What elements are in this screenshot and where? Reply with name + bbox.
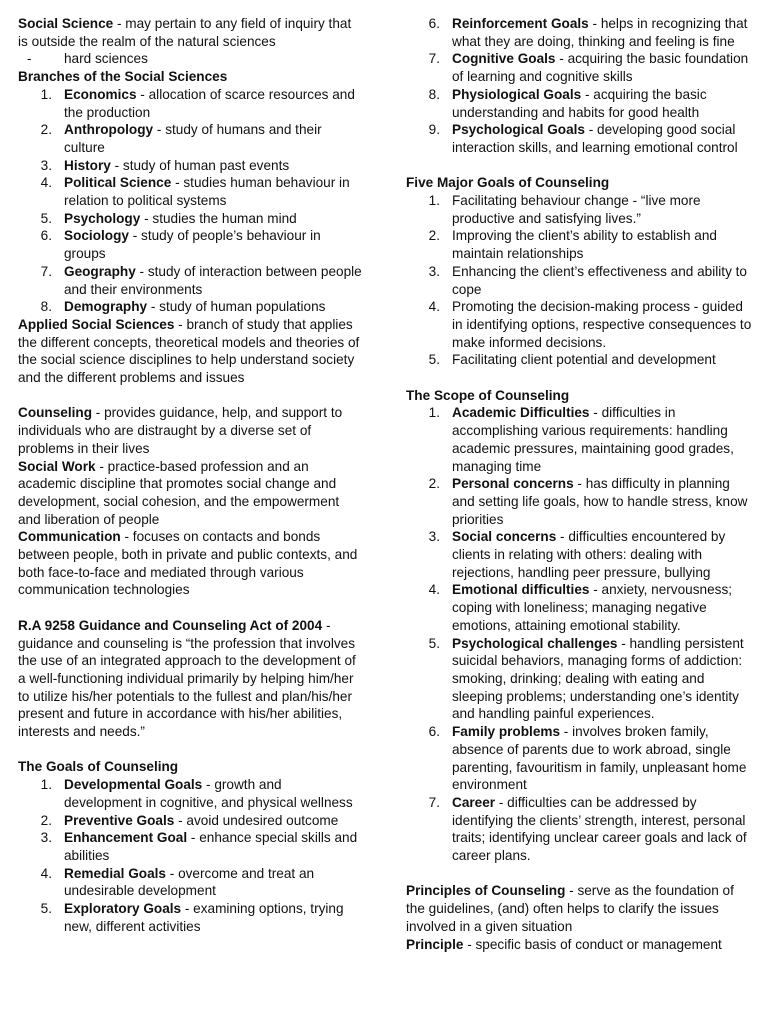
- social-work-definition: Social Work - practice-based profession and an academic discipline that promotes social change and development, social cohesion, and the empowerment and liberation of people: [18, 458, 340, 527]
- principles-definition: Principles of Counseling - serve as the foundation of the guidelines, (and) often helps to clarify the issues involved in a given situation: [406, 883, 734, 934]
- list-item: 5. Psychology - studies the human mind: [40, 210, 297, 226]
- list-item: 7. Cognitive Goals - acquiring the basic foundation of learning and cognitive skills: [428, 51, 749, 85]
- list-item: 4. Political Science - studies human behaviour in relation to political systems: [40, 175, 350, 209]
- list-item: 2. Personal concerns - has difficulty in planning and setting life goals, how to handle stress, know priorities: [428, 476, 748, 527]
- social-science-sublist: [18, 50, 363, 68]
- list-item: 9. Psychological Goals - developing good social interaction skills, and learning emotional control: [428, 122, 738, 155]
- list-item: 3. Enhancement Goal - enhance special skills and abilities: [40, 830, 358, 863]
- list-item: 4. Remedial Goals - overcome and treat an undesirable development: [40, 865, 315, 899]
- list-item: 8. Demography - study of human populations: [40, 299, 326, 315]
- list-item: 5. Exploratory Goals - examining options, trying new, different activities: [40, 901, 344, 934]
- communication-definition: Communication - focuses on contacts and bonds between people, both in private and public contexts, and both face-to-face and mediated through various communication technologies: [18, 529, 358, 598]
- goals-list-continued: [406, 15, 756, 157]
- list-item: 5. Facilitating client potential and development: [428, 352, 716, 368]
- scope-list: [406, 404, 756, 864]
- branches-list: [18, 86, 363, 316]
- left-column: [18, 15, 363, 936]
- list-item: 2. Anthropology - study of humans and their culture: [40, 122, 322, 155]
- scope-heading: The Scope of Counseling: [406, 387, 570, 403]
- goals-list: [18, 776, 363, 935]
- list-item: 7. Career - difficulties can be addressed by identifying the clients’ strength, interest, personal traits; identifying unclear career goals and lack of career plans.: [428, 794, 747, 864]
- list-item: 3. Enhancing the client’s effectiveness and ability to cope: [428, 263, 747, 297]
- list-item: 2. Improving the client’s ability to establish and maintain relationships: [428, 228, 717, 262]
- applied-social-sciences-definition: Applied Social Sciences - branch of study that applies the different concepts, theoretical models and theories of the social science disciplines to help understand society and the different problems and issues: [18, 316, 360, 386]
- list-item: 1. Facilitating behaviour change - “live more productive and satisfying lives.”: [428, 193, 701, 226]
- list-item: - hard sciences: [27, 51, 148, 67]
- list-item: 7. Geography - study of interaction between people and their environments: [40, 263, 362, 297]
- list-item: 6. Sociology - study of people’s behaviour in groups: [40, 228, 321, 262]
- list-item: 6. Family problems - involves broken family, absence of parents due to work abroad, single parenting, favouritism in family, unpleasant home environment: [428, 724, 747, 793]
- list-item: 5. Psychological challenges - handling persistent suicidal behaviors, managing forms of addiction: smoking, drinking; dealing with eating and sleeping problems; understanding one’s identity and handling painful experiences.: [428, 635, 744, 722]
- principle-definition: Principle - specific basis of conduct or management: [406, 936, 722, 952]
- list-item: 4. Emotional difficulties - anxiety, nervousness; coping with loneliness; managing negative emotions, attaining emotional stability.: [428, 582, 733, 633]
- list-item: 3. History - study of human past events: [40, 157, 290, 173]
- list-item: 1. Academic Difficulties - difficulties in accomplishing various requirements: handling academic pressures, maintaining good grades, managing time: [428, 405, 734, 474]
- social-science-definition: Social Science - may pertain to any field of inquiry that is outside the realm of the natural sciences: [18, 16, 352, 49]
- list-item: 2. Preventive Goals - avoid undesired outcome: [40, 812, 339, 828]
- list-item: 4. Promoting the decision-making process - guided in identifying options, respective consequences to make informed decisions.: [428, 299, 752, 350]
- five-goals-list: [406, 192, 756, 369]
- five-goals-heading: Five Major Goals of Counseling: [406, 175, 610, 191]
- list-item: 3. Social concerns - difficulties encountered by clients in relating with others: dealing with rejections, handling peer pressure, bullying: [428, 529, 726, 580]
- counseling-definition: Counseling - provides guidance, help, and support to individuals who are distraught by a diverse set of problems in their lives: [18, 405, 343, 456]
- ra-9258-definition: R.A 9258 Guidance and Counseling Act of 2004 - guidance and counseling is “the profession that involves the use of an integrated approach to the development of a well-functioning individual primarily by helping him/her to utilize his/her potentials to the fullest and plan/his/her present and future in accordance with his/her abilities, interests and needs.”: [18, 617, 356, 740]
- list-item: 1. Economics - allocation of scarce resources and the production: [40, 86, 355, 120]
- list-item: 8. Physiological Goals - acquiring the basic understanding and habits for good health: [428, 86, 707, 120]
- goals-heading: The Goals of Counseling: [18, 759, 179, 775]
- branches-heading: Branches of the Social Sciences: [18, 69, 228, 85]
- list-item: 1. Developmental Goals - growth and development in cognitive, and physical wellness: [40, 777, 353, 810]
- right-column: [406, 15, 756, 953]
- list-item: 6. Reinforcement Goals - helps in recognizing that what they are doing, thinking and feeling is fine: [428, 16, 748, 49]
